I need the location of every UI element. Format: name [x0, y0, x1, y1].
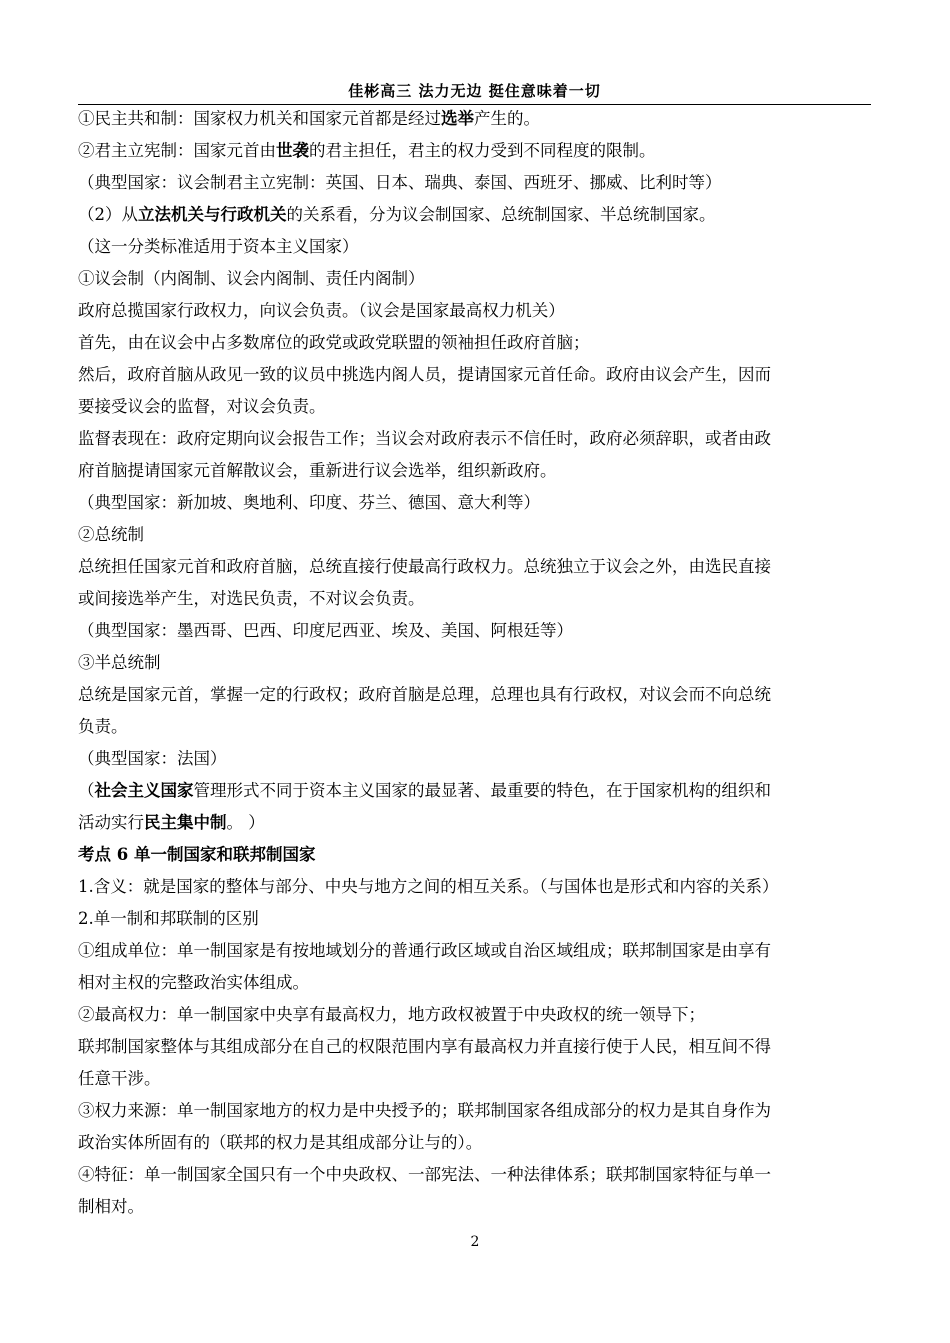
- text-line: [78, 1031, 873, 1063]
- page-header: 佳彬高三 法力无边 挺住意味着一切: [78, 80, 871, 105]
- text-line: [78, 103, 873, 135]
- text-line: [78, 455, 873, 487]
- text-span: 的君主担任，君主的权力受到不同程度的限制。: [309, 141, 656, 160]
- text-span: ②总统制: [78, 525, 144, 544]
- text-span: ①议会制（内阁制、议会内阁制、责任内阁制）: [78, 269, 425, 288]
- text-line: [78, 551, 873, 583]
- text-span: 相对主权的完整政治实体组成。: [78, 973, 309, 992]
- text-span: 管理形式不同于资本主义国家的最显著、最重要的特色，在于国家机构的组织和: [193, 781, 771, 800]
- text-line: [78, 1063, 873, 1095]
- text-span: （典型国家：法国）: [78, 749, 227, 768]
- text-span: 首先，由在议会中占多数席位的政党或政党联盟的领袖担任政府首脑；: [78, 333, 590, 352]
- text-span: ②最高权力：单一制国家中央享有最高权力，地方政权被置于中央政权的统一领导下；: [78, 1005, 705, 1024]
- text-span: 政府总揽国家行政权力，向议会负责。（议会是国家最高权力机关）: [78, 301, 565, 320]
- text-line: [78, 391, 873, 423]
- text-line: [78, 519, 873, 551]
- text-line: [78, 1159, 873, 1191]
- text-span: 活动实行: [78, 813, 144, 832]
- text-line: [78, 1127, 873, 1159]
- text-line: [78, 839, 873, 871]
- text-span: 政治实体所固有的（联邦的权力是其组成部分让与的）。: [78, 1133, 483, 1152]
- bold-text-span: 世袭: [276, 141, 309, 160]
- text-span: （典型国家：墨西哥、巴西、印度尼西亚、埃及、美国、阿根廷等）: [78, 621, 573, 640]
- text-line: [78, 935, 873, 967]
- text-line: [78, 711, 873, 743]
- text-line: [78, 743, 873, 775]
- text-line: [78, 775, 873, 807]
- bold-text-span: 立法机关与行政机关: [138, 205, 287, 224]
- text-span: 1.含义：就是国家的整体与部分、中央与地方之间的相互关系。（与国体也是形式和内容的关系）: [78, 877, 779, 896]
- text-line: [78, 807, 873, 839]
- text-span: ①组成单位：单一制国家是有按地域划分的普通行政区域或自治区域组成；联邦制国家是由享有: [78, 941, 771, 960]
- text-line: [78, 999, 873, 1031]
- text-span: 2.单一制和邦联制的区别: [78, 909, 259, 928]
- text-line: [78, 967, 873, 999]
- text-line: [78, 1191, 873, 1223]
- text-line: [78, 647, 873, 679]
- text-span: ③半总统制: [78, 653, 161, 672]
- text-line: [78, 1095, 873, 1127]
- text-span: 总统担任国家元首和政府首脑，总统直接行使最高行政权力。总统独立于议会之外，由选民直接: [78, 557, 771, 576]
- text-span: （: [78, 781, 95, 800]
- text-span: （典型国家：新加坡、奥地利、印度、芬兰、德国、意大利等）: [78, 493, 540, 512]
- text-span: ①民主共和制：国家权力机关和国家元首都是经过: [78, 109, 441, 128]
- text-span: 要接受议会的监督，对议会负责。: [78, 397, 326, 416]
- text-span: 负责。: [78, 717, 128, 736]
- text-line: [78, 295, 873, 327]
- text-span: 制相对。: [78, 1197, 144, 1216]
- text-line: [78, 583, 873, 615]
- text-line: [78, 903, 873, 935]
- text-line: [78, 167, 873, 199]
- bold-text-span: 选举: [441, 109, 474, 128]
- text-span: ②君主立宪制：国家元首由: [78, 141, 276, 160]
- text-line: [78, 615, 873, 647]
- text-line: [78, 199, 873, 231]
- text-span: 任意干涉。: [78, 1069, 161, 1088]
- text-span: 然后，政府首脑从政见一致的议员中挑选内阁人员，提请国家元首任命。政府由议会产生，因而: [78, 365, 771, 384]
- text-line: [78, 231, 873, 263]
- document-body: [78, 103, 873, 1223]
- bold-text-span: 考点 6 单一制国家和联邦制国家: [78, 845, 316, 864]
- text-line: [78, 487, 873, 519]
- text-line: [78, 423, 873, 455]
- text-span: 总统是国家元首，掌握一定的行政权；政府首脑是总理，总理也具有行政权，对议会而不向总统: [78, 685, 771, 704]
- text-line: [78, 135, 873, 167]
- text-line: [78, 327, 873, 359]
- text-span: ④特征：单一制国家全国只有一个中央政权、一部宪法、一种法律体系；联邦制国家特征与单一: [78, 1165, 771, 1184]
- text-span: 或间接选举产生，对选民负责，不对议会负责。: [78, 589, 425, 608]
- page-number: 2: [470, 1234, 480, 1250]
- text-line: [78, 871, 873, 903]
- text-span: 联邦制国家整体与其组成部分在自己的权限范围内享有最高权力并直接行使于人民，相互间不得: [78, 1037, 771, 1056]
- text-line: [78, 263, 873, 295]
- text-span: 产生的。: [474, 109, 540, 128]
- text-line: [78, 679, 873, 711]
- text-span: （这一分类标准适用于资本主义国家）: [78, 237, 359, 256]
- text-span: （2）从: [78, 205, 138, 224]
- text-span: 的关系看，分为议会制国家、总统制国家、半总统制国家。: [286, 205, 716, 224]
- text-span: 监督表现在：政府定期向议会报告工作；当议会对政府表示不信任时，政府必须辞职，或者由政: [78, 429, 771, 448]
- bold-text-span: 民主集中制: [144, 813, 227, 832]
- text-line: [78, 359, 873, 391]
- text-span: ③权力来源：单一制国家地方的权力是中央授予的；联邦制国家各组成部分的权力是其自身作为: [78, 1101, 771, 1120]
- bold-text-span: 社会主义国家: [94, 781, 194, 800]
- text-span: 府首脑提请国家元首解散议会，重新进行议会选举，组织新政府。: [78, 461, 557, 480]
- text-span: （典型国家：议会制君主立宪制：英国、日本、瑞典、泰国、西班牙、挪威、比利时等）: [78, 173, 722, 192]
- text-span: 。 ）: [226, 813, 265, 832]
